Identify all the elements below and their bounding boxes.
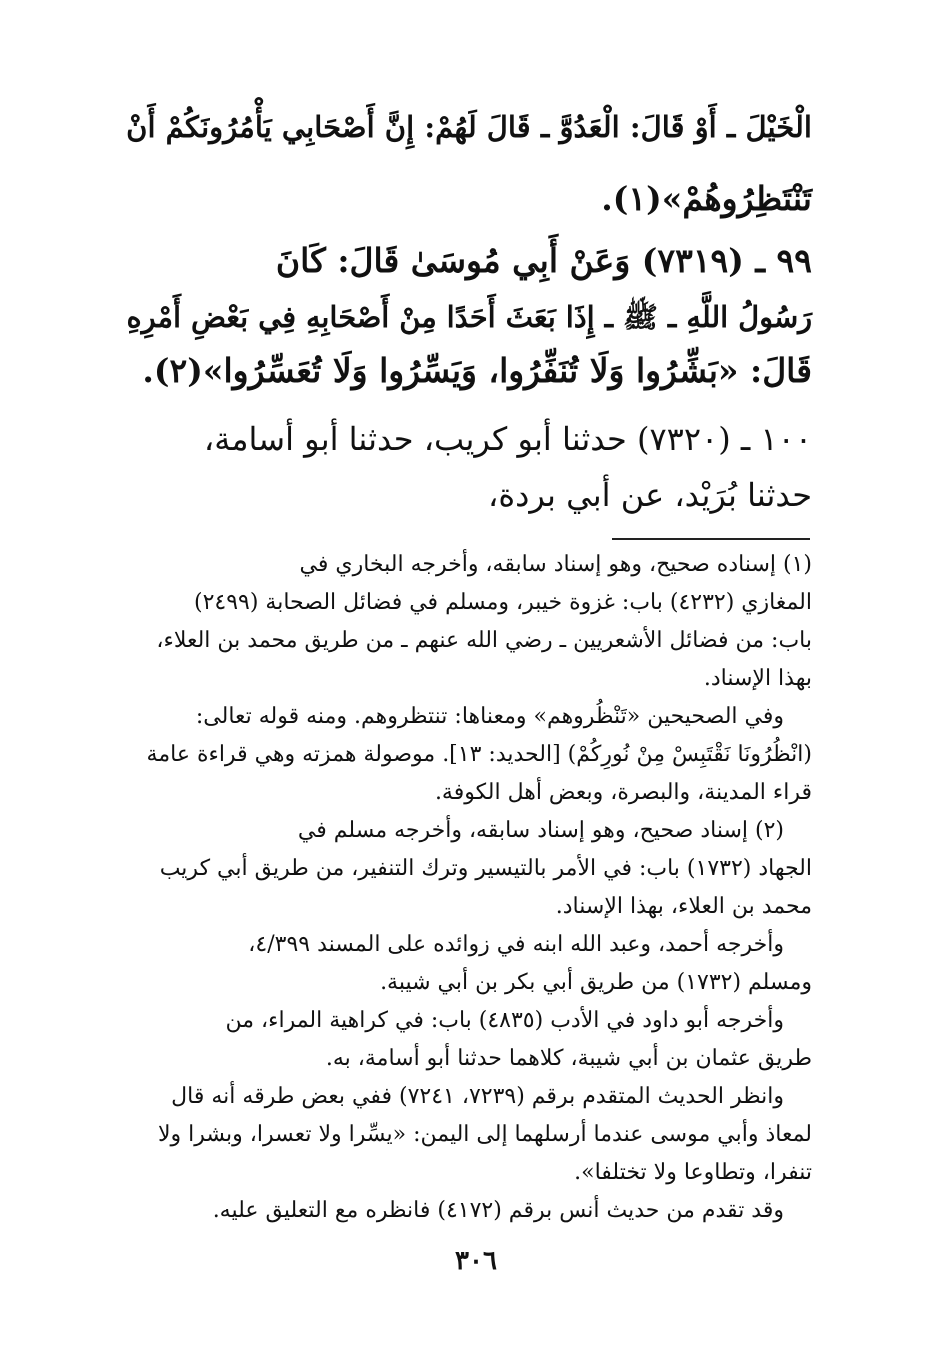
footnote-line: (١) إسناده صحيح، وهو إسناد سابقه، وأخرجه البخاري في (299, 552, 812, 577)
main-text-line-3: ٩٩ ـ (٧٣١٩) وَعَنْ أَبِي مُوسَىٰ قَالَ: كَانَ (275, 241, 812, 280)
footnote-line: باب: من فضائل الأشعريين ـ رضي الله عنهم ـ من طريق محمد بن العلاء، (156, 628, 812, 653)
footnote-line: طريق عثمان بن أبي شيبة، كلاهما حدثنا أبو أسامة، به. (325, 1046, 812, 1071)
footnote-separator (612, 538, 810, 540)
main-text-line-2: تَنْتَظِرُوهُمْ»(١). (601, 179, 812, 218)
main-text-line-7: حدثنا بُرَيْد، عن أبي بردة، (488, 476, 812, 514)
footnote-line: الجهاد (١٧٣٢) باب: في الأمر بالتيسير وترك التنفير، من طريق أبي كريب (159, 856, 812, 881)
main-text-line-6: ١٠٠ ـ (٧٣٢٠) حدثنا أبو كريب، حدثنا أبو أسامة، (203, 420, 812, 458)
footnote-line: ومسلم (١٧٣٢) من طريق أبي بكر بن أبي شيبة. (380, 970, 812, 995)
footnote-line: (٢) إسناد صحيح، وهو إسناد سابقه، وأخرجه مسلم في (297, 818, 784, 843)
main-text-line-5: قَالَ: «بَشِّرُوا وَلَا تُنَفِّرُوا، وَيَسِّرُوا وَلَا تُعَسِّرُوا»(٢). (142, 351, 812, 390)
footnote-line: قراء المدينة، والبصرة، وبعض أهل الكوفة. (434, 780, 812, 805)
footnote-line: بهذا الإسناد. (703, 666, 812, 691)
footnote-line: المغازي (٤٢٣٢) باب: غزوة خيبر، ومسلم في فضائل الصحابة (٢٤٩٩) (194, 590, 812, 615)
main-text-line-4: رَسُولُ اللَّهِ ـ ﷺ ـ إِذَا بَعَثَ أَحَدًا مِنْ أَصْحَابِهِ فِي بَعْضِ أَمْرِهِ (126, 300, 812, 334)
footnote-line: وقد تقدم من حديث أنس برقم (٤١٧٢) فانظره مع التعليق عليه. (212, 1198, 784, 1223)
footnote-line: تنفرا، وتطاوعا ولا تختلفا». (574, 1160, 812, 1185)
footnote-line: وفي الصحيحين «تَنْظُروهم» ومعناها: تنتظروهم. ومنه قوله تعالى: (195, 704, 784, 729)
footnote-line: وأخرجه أبو داود في الأدب (٤٨٣٥) باب: في كراهية المراء، من (225, 1008, 784, 1033)
footnote-line: محمد بن العلاء، بهذا الإسناد. (555, 894, 812, 919)
footnote-line: وانظر الحديث المتقدم برقم (٧٢٣٩، ٧٢٤١) ففي بعض طرقه أنه قال (171, 1084, 784, 1109)
page-number: ٣٠٦ (455, 1246, 497, 1276)
footnote-line: لمعاذ وأبي موسى عندما أرسلهما إلى اليمن: «يسِّرا ولا تعسرا، وبشرا ولا (157, 1122, 812, 1147)
main-text-line-1: الْخَيْلَ ـ أَوْ قَالَ: الْعَدُوَّ ـ قَالَ لَهُمْ: إِنَّ أَصْحَابِي يَأْمُرُونَكُمْ أَنْ (126, 110, 812, 144)
footnote-line: وأخرجه أحمد، وعبد الله ابنه في زوائده على المسند ٤/٣٩٩، (248, 932, 784, 957)
footnote-line: (انْظُرُونَا نَقْتَبِسْ مِنْ نُورِكُمْ) [الحديد: ١٣]. موصولة همزته وهي قراءة عامة (146, 742, 812, 767)
